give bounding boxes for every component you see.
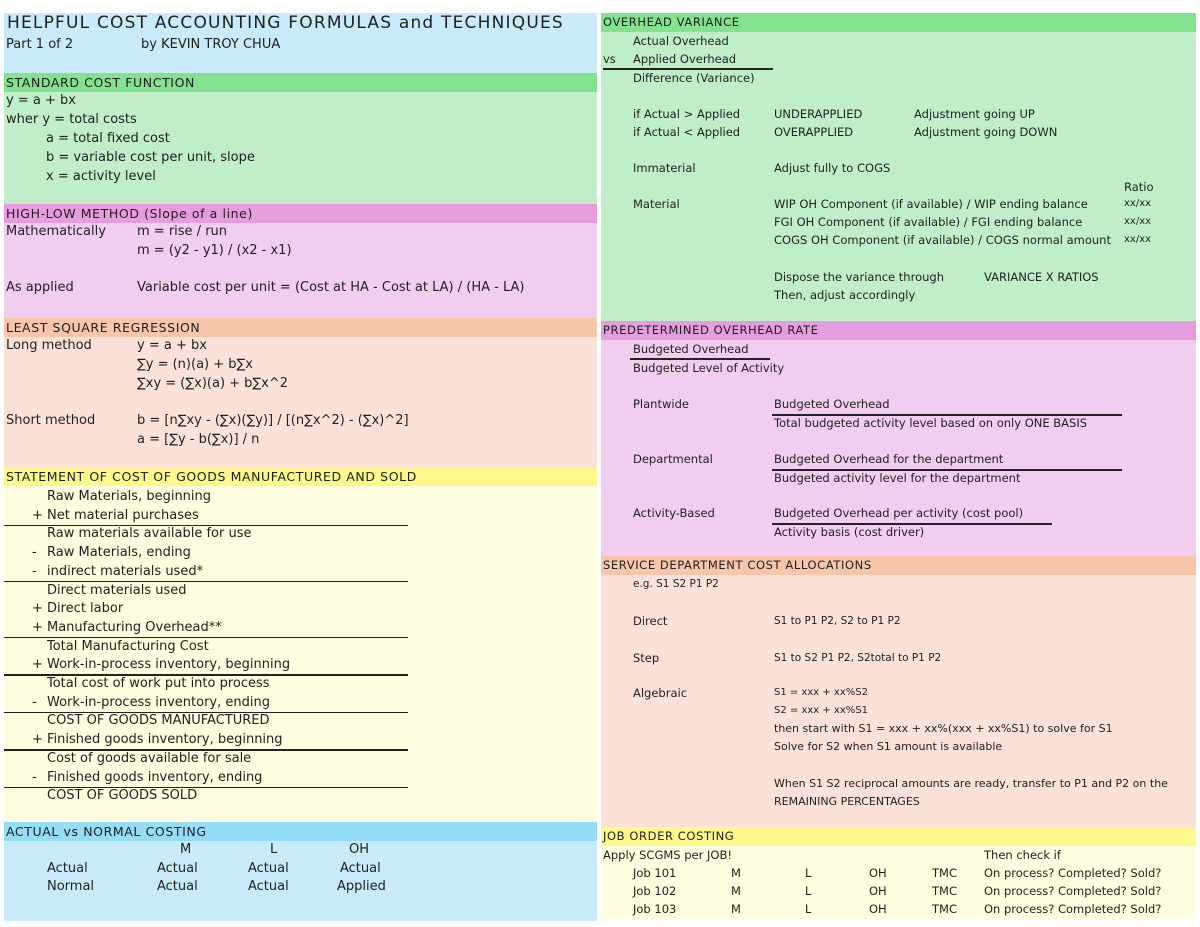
statement-row: Work-in-process inventory, beginning bbox=[47, 657, 291, 673]
condition-adjust: Adjustment going UP bbox=[914, 107, 1035, 121]
job-order-section bbox=[601, 827, 1196, 919]
actual-normal-section bbox=[4, 822, 597, 921]
job-m: M bbox=[731, 866, 741, 880]
page-title: HELPFUL COST ACCOUNTING FORMULAS and TECHNIQUES bbox=[7, 13, 564, 33]
sign: + bbox=[32, 507, 43, 523]
job-oh: OH bbox=[869, 884, 887, 898]
table-cell: Normal bbox=[47, 879, 95, 894]
direct-text: S1 to P1 P2, S2 to P1 P2 bbox=[774, 615, 901, 627]
formula-line: b = variable cost per unit, slope bbox=[46, 150, 255, 165]
row-label: Material bbox=[633, 197, 680, 211]
vs-label: vs bbox=[603, 52, 616, 66]
formula-line: a = total fixed cost bbox=[46, 131, 170, 146]
numerator: Budgeted Overhead per activity (cost pool) bbox=[774, 506, 1024, 520]
formula-line: y = a + bx bbox=[6, 93, 76, 108]
condition: if Actual > Applied bbox=[633, 107, 741, 121]
job-tmc: TMC bbox=[932, 902, 957, 916]
denominator: Budgeted activity level for the department bbox=[774, 471, 1021, 485]
denominator: Total budgeted activity level based on only ONE BASIS bbox=[774, 416, 1088, 430]
denominator: Activity basis (cost driver) bbox=[774, 525, 925, 539]
statement-row: Net material purchases bbox=[47, 507, 199, 523]
statement-row: Raw Materials, ending bbox=[47, 545, 191, 561]
job-status: On process? Completed? Sold? bbox=[984, 884, 1162, 898]
job-status: On process? Completed? Sold? bbox=[984, 902, 1162, 916]
material-row: FGI OH Component (if available) / FGI ending balance bbox=[774, 215, 1083, 229]
difference: Difference (Variance) bbox=[633, 71, 755, 85]
column-header: L bbox=[270, 842, 278, 857]
job-l: L bbox=[805, 902, 812, 916]
reciprocal-line: REMAINING PERCENTAGES bbox=[774, 795, 920, 808]
condition: if Actual < Applied bbox=[633, 125, 741, 139]
statement-row: Raw materials available for use bbox=[47, 526, 252, 542]
statement-body bbox=[4, 486, 597, 822]
section-header: SERVICE DEPARTMENT COST ALLOCATIONS bbox=[601, 556, 1196, 575]
statement-row: Finished goods inventory, ending bbox=[47, 769, 263, 785]
numerator: Budgeted Overhead for the department bbox=[774, 452, 1004, 466]
statement-row: Work-in-process inventory, ending bbox=[47, 694, 270, 710]
job-m: M bbox=[731, 884, 741, 898]
title-block bbox=[4, 13, 597, 73]
statement-row: COST OF GOODS MANUFACTURED bbox=[47, 713, 270, 729]
statement-row: Finished goods inventory, beginning bbox=[47, 732, 283, 748]
example-text: e.g. S1 S2 P1 P2 bbox=[633, 578, 719, 590]
formula-line: b = [n∑xy - (∑x)(∑y)] / [(n∑x^2) - (∑x)^2] bbox=[137, 413, 409, 428]
table-cell: Actual bbox=[47, 861, 88, 876]
material-row: COGS OH Component (if available) / COGS normal amount bbox=[774, 233, 1111, 247]
material-row: WIP OH Component (if available) / WIP ending balance bbox=[774, 197, 1088, 211]
statement-row: Total Manufacturing Cost bbox=[47, 638, 209, 654]
job-job: Job 101 bbox=[633, 866, 677, 880]
statement-row: Total cost of work put into process bbox=[47, 676, 270, 691]
algebraic-line: then start with S1 = xxx + xx%(xxx + xx%S1) to solve for S1 bbox=[774, 722, 1113, 735]
sign: + bbox=[32, 601, 43, 617]
table-cell: Actual bbox=[248, 879, 289, 894]
job-l: L bbox=[805, 866, 812, 880]
formula-line: a = [∑y - b(∑x)] / n bbox=[137, 432, 260, 447]
apply-text: Apply SCGMS per JOB! bbox=[603, 848, 732, 862]
then-check-text: Then check if bbox=[984, 848, 1061, 862]
formula-line: x = activity level bbox=[46, 169, 156, 184]
right-column bbox=[601, 13, 1196, 919]
job-job: Job 102 bbox=[633, 884, 677, 898]
overhead-variance-section bbox=[601, 13, 1196, 321]
statement-row: Direct labor bbox=[47, 601, 124, 617]
sign: - bbox=[32, 545, 37, 561]
sign: + bbox=[32, 619, 43, 635]
applied-overhead: Applied Overhead bbox=[633, 52, 737, 66]
left-column bbox=[4, 13, 597, 921]
service-dept-section bbox=[601, 556, 1196, 827]
sign: - bbox=[32, 769, 37, 785]
immaterial-text: Adjust fully to COGS bbox=[774, 161, 891, 175]
statement-row: Manufacturing Overhead** bbox=[47, 619, 222, 635]
numerator: Budgeted Overhead bbox=[633, 342, 749, 356]
sign: + bbox=[32, 657, 43, 673]
statement-section bbox=[4, 467, 597, 822]
section-header: OVERHEAD VARIANCE bbox=[601, 13, 1196, 32]
section-header: ACTUAL vs NORMAL COSTING bbox=[4, 822, 597, 841]
section-header: STANDARD COST FUNCTION bbox=[4, 73, 597, 92]
ratio-value: xx/xx bbox=[1124, 198, 1152, 209]
numerator: Budgeted Overhead bbox=[774, 397, 890, 411]
statement-row: Cost of goods available for sale bbox=[47, 750, 252, 766]
row-label: Direct bbox=[633, 614, 668, 628]
formula-line: ∑xy = (∑x)(a) + b∑x^2 bbox=[137, 376, 289, 391]
algebraic-line: S2 = xxx + xx%S1 bbox=[774, 705, 868, 716]
table-cell: Applied bbox=[337, 879, 386, 894]
algebraic-line: Solve for S2 when S1 amount is available bbox=[774, 740, 1003, 753]
ratio-value: xx/xx bbox=[1124, 234, 1152, 245]
job-job: Job 103 bbox=[633, 902, 677, 916]
statement-row: Raw Materials, beginning bbox=[47, 489, 212, 504]
row-label: Immaterial bbox=[633, 161, 696, 175]
dispose-text: Dispose the variance through bbox=[774, 270, 944, 284]
job-oh: OH bbox=[869, 902, 887, 916]
formula-line: ∑y = (n)(a) + b∑x bbox=[137, 357, 253, 372]
row-label: Algebraic bbox=[633, 686, 688, 700]
section-header: STATEMENT OF COST OF GOODS MANUFACTURED AND SOLD bbox=[4, 467, 597, 486]
ratio-header: Ratio bbox=[1124, 180, 1154, 194]
reciprocal-line: When S1 S2 reciprocal amounts are ready, transfer to P1 and P2 on the bbox=[774, 777, 1168, 790]
row-label: Plantwide bbox=[633, 397, 689, 411]
then-text: Then, adjust accordingly bbox=[774, 288, 916, 302]
row-label: Short method bbox=[6, 413, 96, 428]
row-label: Activity-Based bbox=[633, 506, 715, 520]
ratio-value: xx/xx bbox=[1124, 216, 1152, 227]
condition-status: OVERAPPLIED bbox=[774, 125, 854, 139]
sign: + bbox=[32, 732, 43, 748]
row-label: Long method bbox=[6, 338, 92, 353]
denominator: Budgeted Level of Activity bbox=[633, 361, 785, 375]
formula-line: Variable cost per unit = (Cost at HA - Cost at LA) / (HA - LA) bbox=[137, 280, 525, 295]
job-l: L bbox=[805, 884, 812, 898]
job-tmc: TMC bbox=[932, 866, 957, 880]
job-tmc: TMC bbox=[932, 884, 957, 898]
formula-line: wher y = total costs bbox=[6, 112, 137, 127]
section-header: LEAST SQUARE REGRESSION bbox=[4, 318, 597, 337]
formula-line: m = rise / run bbox=[137, 224, 228, 239]
table-cell: Actual bbox=[248, 861, 289, 876]
section-header: JOB ORDER COSTING bbox=[601, 827, 1196, 846]
statement-row: COST OF GOODS SOLD bbox=[47, 788, 198, 804]
least-square-section bbox=[4, 318, 597, 467]
author-label: by KEVIN TROY CHUA bbox=[141, 37, 281, 52]
statement-row: indirect materials used* bbox=[47, 563, 204, 579]
row-label: Mathematically bbox=[6, 224, 106, 239]
section-header: PREDETERMINED OVERHEAD RATE bbox=[601, 321, 1196, 340]
job-m: M bbox=[731, 902, 741, 916]
formula-line: m = (y2 - y1) / (x2 - x1) bbox=[137, 243, 292, 258]
column-header: M bbox=[180, 842, 192, 857]
actual-overhead: Actual Overhead bbox=[633, 34, 729, 48]
high-low-section bbox=[4, 204, 597, 318]
sign: - bbox=[32, 563, 37, 579]
condition-adjust: Adjustment going DOWN bbox=[914, 125, 1058, 139]
part-label: Part 1 of 2 bbox=[6, 37, 74, 52]
condition-status: UNDERAPPLIED bbox=[774, 107, 863, 121]
table-cell: Actual bbox=[340, 861, 381, 876]
algebraic-line: S1 = xxx + xx%S2 bbox=[774, 687, 868, 698]
section-header: HIGH-LOW METHOD (Slope of a line) bbox=[4, 204, 597, 223]
job-status: On process? Completed? Sold? bbox=[984, 866, 1162, 880]
predetermined-rate-section bbox=[601, 321, 1196, 556]
statement-row: Direct materials used bbox=[47, 582, 187, 598]
column-header: OH bbox=[349, 842, 370, 857]
table-cell: Actual bbox=[157, 861, 198, 876]
table-cell: Actual bbox=[157, 879, 198, 894]
row-label: As applied bbox=[6, 280, 74, 295]
job-oh: OH bbox=[869, 866, 887, 880]
row-label: Departmental bbox=[633, 452, 713, 466]
dispose-method: VARIANCE X RATIOS bbox=[984, 270, 1099, 284]
step-text: S1 to S2 P1 P2, S2total to P1 P2 bbox=[774, 652, 942, 664]
formula-line: y = a + bx bbox=[137, 338, 207, 353]
sign: - bbox=[32, 694, 37, 710]
standard-cost-section bbox=[4, 73, 597, 204]
row-label: Step bbox=[633, 651, 660, 665]
